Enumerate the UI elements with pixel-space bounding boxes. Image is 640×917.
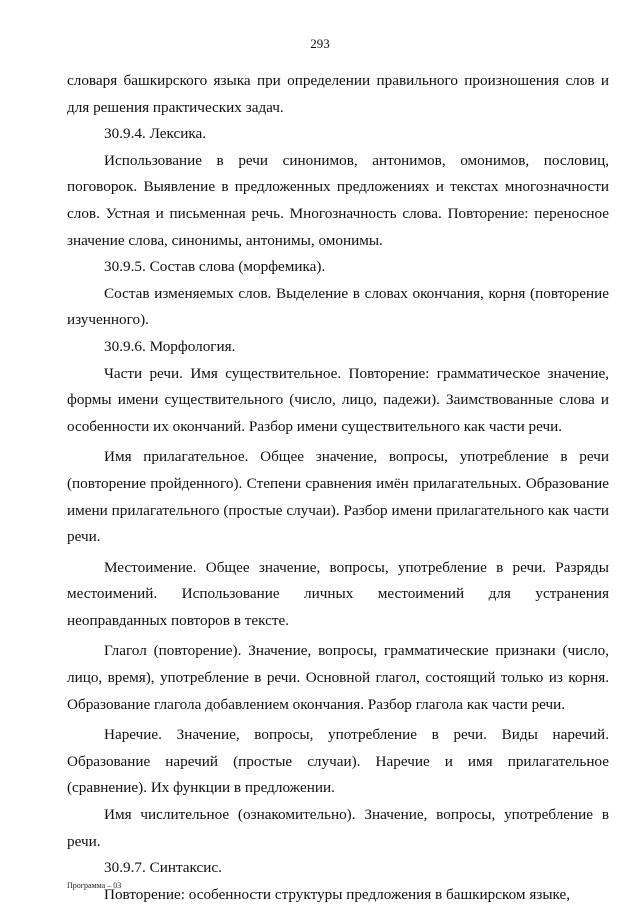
paragraph-pronoun: Местоимение. Общее значение, вопросы, употребление в речи. Разряды местоимений. Использование личных местоимений для устранения неоправданных повторов в тексте. (67, 558, 609, 629)
paragraph-syntax: Повторение: особенности структуры предложения в башкирском языке, (104, 885, 571, 903)
section-heading-lexics: 30.9.4. Лексика. (104, 125, 207, 143)
paragraph-verb: Глагол (повторение). Значение, вопросы, грамматические признаки (число, лицо, время), употребление в речи. Основной глагол, состоящий только из корня. Образование глагола добавлением окончания. Разбор глагола как части речи. (67, 642, 609, 713)
paragraph-noun: Части речи. Имя существительное. Повторение: грамматическое значение, формы имени существительного (число, лицо, падежи). Заимствованные слова и особенности их окончаний. Разбор имени существительного как части речи. (67, 364, 609, 435)
page-number: 293 (310, 36, 330, 51)
paragraph-continuation: словаря башкирского языка при определении правильного произношения слов и для решения практических задач. (67, 72, 609, 116)
paragraph-numeral: Имя числительное (ознакомительно). Значение, вопросы, употребление в речи. (67, 806, 609, 850)
document-body (67, 68, 609, 908)
paragraph-adverb: Наречие. Значение, вопросы, употребление в речи. Виды наречий. Образование наречий (простые случаи). Наречие и имя прилагательное (сравнение). Их функции в предложении. (67, 726, 609, 797)
section-heading-syntax: 30.9.7. Синтаксис. (104, 859, 222, 877)
section-heading-morphemics: 30.9.5. Состав слова (морфемика). (104, 258, 326, 276)
paragraph-morphemics: Состав изменяемых слов. Выделение в словах окончания, корня (повторение изученного). (67, 284, 609, 329)
paragraph-lexics: Использование в речи синонимов, антонимов, омонимов, пословиц, поговорок. Выявление в предложенных предложениях и текстах многозначности слов. Устная и письменная речь. Многозначность слова. Повторение: переносное значение слова, синонимы, антонимы, омонимы. (67, 151, 609, 249)
section-heading-morphology: 30.9.6. Морфология. (104, 337, 236, 355)
page-footer: Программа – 03 (67, 881, 122, 890)
paragraph-adjective: Имя прилагательное. Общее значение, вопросы, употребление в речи (повторение пройденного). Степени сравнения имён прилагательных. Образование имени прилагательного (простые случаи). Разбор имени прилагательного как части речи. (67, 448, 609, 546)
